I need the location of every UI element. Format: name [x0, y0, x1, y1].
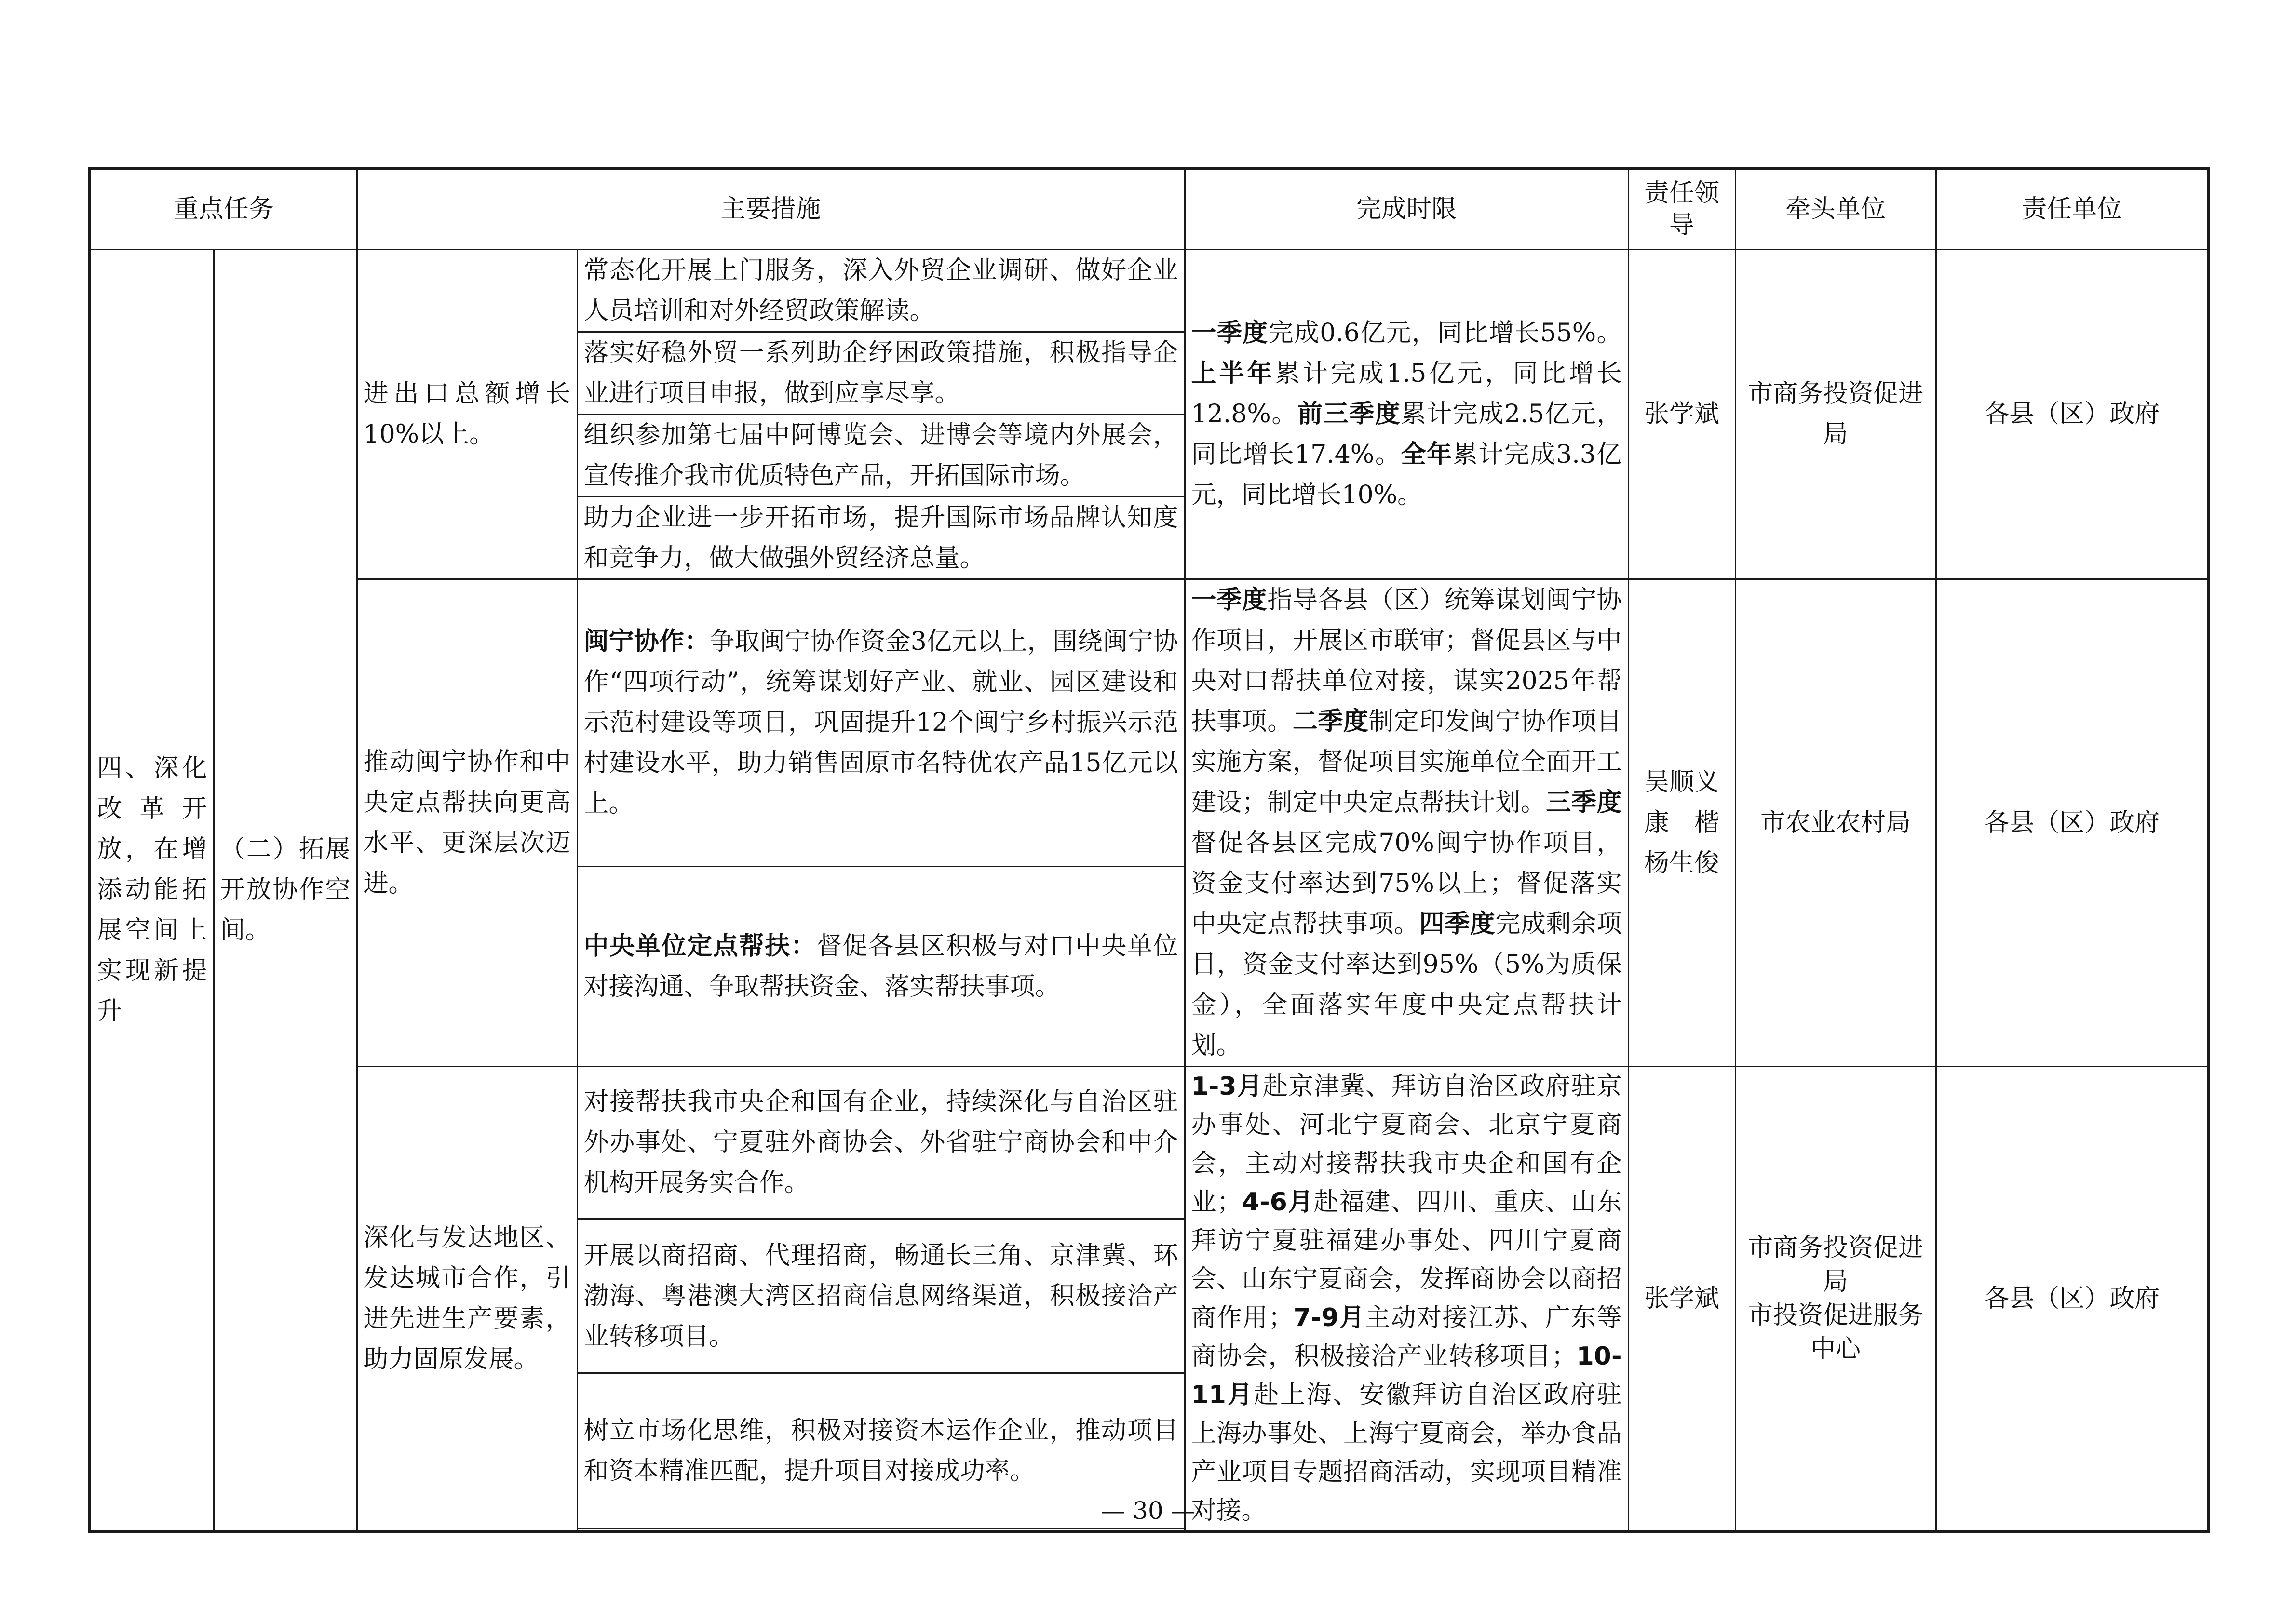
task-table — [88, 167, 2210, 1533]
measure-1-2: 落实好稳外贸一系列助企纾困政策措施，积极指导企业进行项目申报，做到应享尽享。 — [577, 332, 1185, 414]
measure-3-3: 树立市场化思维，积极对接资本运作企业，推动项目和资本精准匹配，提升项目对接成功率。 — [577, 1373, 1185, 1529]
leader-cell-3: 张学斌 — [1628, 1066, 1735, 1531]
leader-2-3: 杨生俊 — [1644, 848, 1720, 878]
measure-2-1 — [577, 579, 1185, 866]
schedule-1-3-label: 前三季度 — [1297, 400, 1401, 429]
schedule-cell-2 — [1185, 579, 1628, 1066]
goal-cell-2: 推动闽宁协作和中央定点帮扶向更高水平、更深层次迈进。 — [357, 579, 577, 1066]
schedule-3-1-label: 1-3月 — [1191, 1072, 1263, 1101]
schedule-1-2-text: 累计完成1.5亿元，同比增长12.8%。 — [1191, 359, 1622, 429]
measure-2-2-label: 中央单位定点帮扶： — [583, 931, 817, 961]
measure-1-4: 助力企业进一步开拓市场，提升国际市场品牌认知度和竞争力，做大做强外贸经济总量。 — [577, 496, 1185, 579]
header-resp-unit: 责任单位 — [1936, 168, 2209, 249]
schedule-1-2-label: 上半年 — [1191, 359, 1275, 388]
measure-1-1: 常态化开展上门服务，深入外贸企业调研、做好企业人员培训和对外经贸政策解读。 — [577, 249, 1185, 332]
lead-unit-3-1: 市商务投资促进局 — [1748, 1233, 1924, 1296]
resp-unit-cell-1: 各县（区）政府 — [1936, 249, 2209, 579]
schedule-2-2-label: 二季度 — [1292, 707, 1369, 736]
schedule-3-2-text: 赴福建、四川、重庆、山东拜访宁夏驻福建办事处、四川宁夏商会、山东宁夏商会，发挥商协会以商招商作用； — [1191, 1187, 1622, 1332]
schedule-1-1-label: 一季度 — [1191, 319, 1269, 348]
task-sub-cell: （二）拓展开放协作空间。 — [214, 249, 357, 1531]
schedule-3-4-text: 赴上海、安徽拜访自治区政府驻上海办事处、上海宁夏商会，举办食品产业项目专题招商活动，实现项目精准对接。 — [1191, 1380, 1622, 1525]
schedule-2-2-text: 制定印发闽宁协作项目实施方案，督促项目实施单位全面开工建设；制定中央定点帮扶计划。 — [1191, 707, 1622, 817]
leader-2-1: 吴顺义 — [1644, 767, 1720, 797]
resp-unit-cell-3: 各县（区）政府 — [1936, 1066, 2209, 1531]
header-deadline: 完成时限 — [1185, 168, 1628, 249]
schedule-1-1-text: 完成0.6亿元，同比增长55%。 — [1268, 319, 1622, 348]
measure-2-2 — [577, 866, 1185, 1066]
schedule-1-4-text: 累计完成3.3亿元，同比增长10%。 — [1191, 440, 1622, 510]
header-measures: 主要措施 — [357, 168, 1185, 249]
lead-unit-cell-2: 市农业农村局 — [1735, 579, 1936, 1066]
schedule-3-2-label: 4-6月 — [1242, 1187, 1314, 1217]
lead-unit-cell-3 — [1735, 1066, 1936, 1531]
measure-1-3: 组织参加第七届中阿博览会、进博会等境内外展会，宣传推介我市优质特色产品，开拓国际市场。 — [577, 414, 1185, 496]
leader-2-2: 康 楷 — [1644, 808, 1720, 837]
goal-cell-1: 进出口总额增长10%以上。 — [357, 249, 577, 579]
header-leader: 责任领导 — [1628, 168, 1735, 249]
schedule-cell-3 — [1185, 1066, 1628, 1531]
schedule-2-4-label: 四季度 — [1419, 909, 1496, 939]
page-number: — 30 — — [1101, 1497, 1195, 1525]
schedule-3-3-label: 7-9月 — [1293, 1303, 1365, 1332]
schedule-2-3-text: 督促各县区完成70%闽宁协作项目，资金支付率达到75%以上；督促落实中央定点帮扶事项。 — [1191, 828, 1622, 939]
leader-cell-1: 张学斌 — [1628, 249, 1735, 579]
schedule-2-1-text: 指导各县（区）统筹谋划闽宁协作项目，开展区市联审；督促县区与中央对口帮扶单位对接，谋实2025年帮扶事项。 — [1191, 585, 1622, 736]
schedule-3-3-text: 主动对接江苏、广东等商协会，积极接洽产业转移项目； — [1191, 1303, 1622, 1371]
goal-cell-3: 深化与发达地区、发达城市合作，引进先进生产要素，助力固原发展。 — [357, 1066, 577, 1531]
header-lead-unit: 牵头单位 — [1735, 168, 1936, 249]
schedule-1-4-label: 全年 — [1401, 440, 1453, 469]
lead-unit-3-2: 市投资促进服务中心 — [1748, 1301, 1924, 1364]
measure-2-1-text: 争取闽宁协作资金3亿元以上，围绕闽宁协作“四项行动”，统筹谋划好产业、就业、园区建设和示范村建设等项目，巩固提升12个闽宁乡村振兴示范村建设水平，助力销售固原市名特优农产品15亿元以上。 — [583, 627, 1178, 818]
spacer-cell — [577, 1529, 1185, 1531]
resp-unit-cell-2: 各县（区）政府 — [1936, 579, 2209, 1066]
measure-2-2-text: 督促各县区积极与对口中央单位对接沟通、争取帮扶资金、落实帮扶事项。 — [583, 931, 1178, 1001]
lead-unit-cell-1: 市商务投资促进局 — [1735, 249, 1936, 579]
schedule-3-4-label: 10-11月 — [1191, 1341, 1622, 1409]
schedule-3-1-text: 赴京津冀、拜访自治区政府驻京办事处、河北宁夏商会、北京宁夏商会，主动对接帮扶我市央企和国有企业； — [1191, 1072, 1622, 1217]
schedule-1-3-text: 累计完成2.5亿元，同比增长17.4%。 — [1191, 400, 1622, 469]
header-task: 重点任务 — [90, 168, 357, 249]
schedule-2-1-label: 一季度 — [1191, 585, 1268, 615]
task-main-cell: 四、深化改革开放，在增添动能拓展空间上实现新提升 — [90, 249, 214, 1531]
schedule-2-3-label: 三季度 — [1546, 788, 1622, 817]
leader-cell-2 — [1628, 579, 1735, 1066]
measure-3-1: 对接帮扶我市央企和国有企业，持续深化与自治区驻外办事处、宁夏驻外商协会、外省驻宁商协会和中介机构开展务实合作。 — [577, 1066, 1185, 1219]
schedule-cell-1 — [1185, 249, 1628, 579]
schedule-2-4-text: 完成剩余项目，资金支付率达到95%（5%为质保金），全面落实年度中央定点帮扶计划。 — [1191, 909, 1622, 1060]
measure-3-2: 开展以商招商、代理招商，畅通长三角、京津冀、环渤海、粤港澳大湾区招商信息网络渠道，积极接洽产业转移项目。 — [577, 1219, 1185, 1373]
measure-2-1-label: 闽宁协作： — [583, 627, 710, 657]
